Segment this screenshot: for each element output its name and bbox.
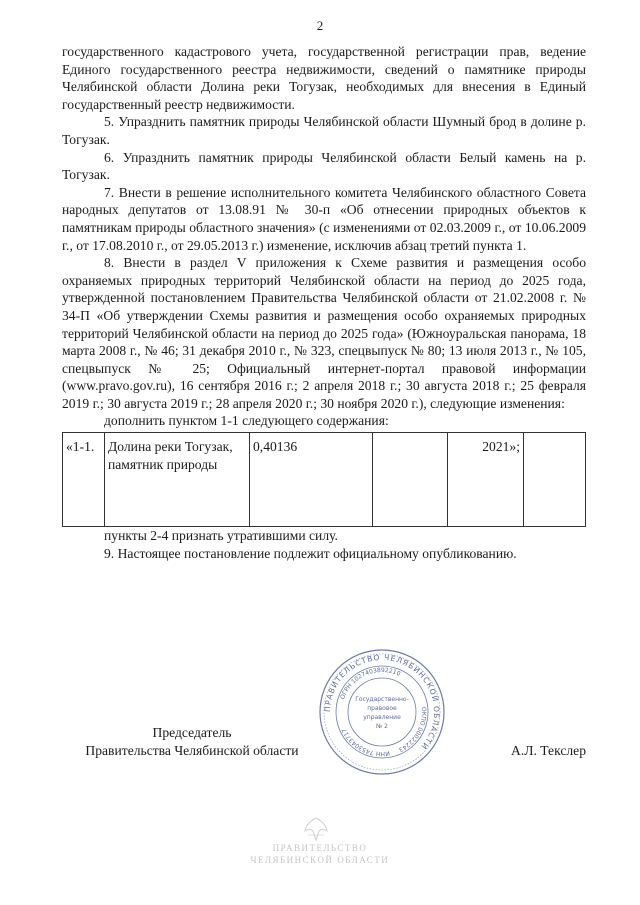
page-number: 2: [316, 18, 324, 33]
signer-title-line2: Правительства Челябинской области: [85, 743, 299, 758]
table-row: [63, 433, 586, 527]
stamp-okpo: ОКПО 00022243: [397, 706, 428, 753]
table-cell-empty-last: [524, 433, 586, 527]
stamp-ogrn: ОГРН 1027403892210: [339, 666, 402, 701]
paragraph-5: 5. Упразднить памятник природы Челябинской области Шумный брод в долине р. Тогузак.: [62, 114, 586, 147]
stamp-ring-text: ПРАВИТЕЛЬСТВО ЧЕЛЯБИНСКОЙ ОБЛАСТИ: [322, 652, 442, 752]
signer-name: А.Л. Текслер: [511, 743, 586, 758]
table-cell-area: 0,40136: [250, 433, 373, 527]
footer-line1: ПРАВИТЕЛЬСТВО: [272, 843, 368, 853]
footer-letterhead: [0, 842, 640, 866]
stamp-inn: ИНН 7453043717: [340, 727, 391, 758]
stamp-inner-line1: Государственно-: [355, 696, 409, 703]
amendment-table: [62, 432, 586, 527]
footer-line2: ЧЕЛЯБИНСКОЙ ОБЛАСТИ: [250, 855, 390, 865]
official-seal-stamp: [318, 648, 446, 776]
table-cell-year: 2021»;: [448, 433, 524, 527]
paragraph-7: 7. Внести в решение исполнительного комитета Челябинского областного Совета народных депутатов от 13.08.91 № 30-п «Об отнесении природных объектов к памятникам природы областного значения» (с изменениями от 02.03.2009 г., от 10.06.2009 г., от 17.08.2010 г., от 29.05.2013 г.) изменение, исключив абзац третий пункта 1.: [62, 184, 586, 253]
signer-title: [62, 724, 322, 760]
table-cell-name: Долина реки Тогузак, памятник природы: [105, 433, 250, 527]
document-body: [62, 43, 586, 562]
paragraph-items-void: пункты 2-4 признать утратившими силу.: [104, 528, 338, 544]
coat-of-arms-icon: [296, 815, 336, 843]
stamp-inner-line2: правовое: [367, 705, 397, 712]
paragraph-8: 8. Внести в раздел V приложения к Схеме развития и размещения особо охраняемых природных территорий Челябинской области на период до 2025 года, утвержденной постановлением Правительства Челябинской области от 21.02.2008 г. № 34-П «Об утверждении Схемы развития и размещения особо охраняемых природных территорий Челябинской области на период до 2025 года» (Южноуральская панорама, 18 марта 2008 г., № 46; 31 декабря 2010 г., № 323, спецвыпуск № 80; 13 июля 2013 г., № 105, спецвыпуск № 25; Официальный интернет-портал правовой информации (www.pravo.gov.ru), 16 сентября 2016 г.; 2 апреля 2018 г.; 30 августа 2018 г.; 25 февраля 2019 г.; 30 августа 2019 г.; 28 апреля 2020 г.; 30 ноября 2020 г.), следующие изменения:: [62, 255, 586, 411]
stamp-inner-line3: управление: [363, 714, 401, 721]
table-cell-number: «1-1.: [63, 433, 105, 527]
paragraph-continuation: государственного кадастрового учета, государственной регистрации прав, ведение Единого государственного реестра недвижимости, сведений о памятнике природы Челябинской области Долина реки Тогузак, необходимых для внесения в Единый государственный реестр недвижимости.: [62, 44, 586, 112]
table-cell-empty: [373, 433, 448, 527]
paragraph-6: 6. Упразднить памятник природы Челябинской области Белый камень на р. Тогузак.: [62, 149, 586, 183]
stamp-inner-line4: № 2: [376, 723, 388, 730]
signer-title-line1: Председатель: [152, 725, 232, 740]
paragraph-9: 9. Настоящее постановление подлежит официальному опубликованию.: [104, 545, 517, 561]
paragraph-add-item: дополнить пунктом 1-1 следующего содержания:: [104, 413, 389, 429]
